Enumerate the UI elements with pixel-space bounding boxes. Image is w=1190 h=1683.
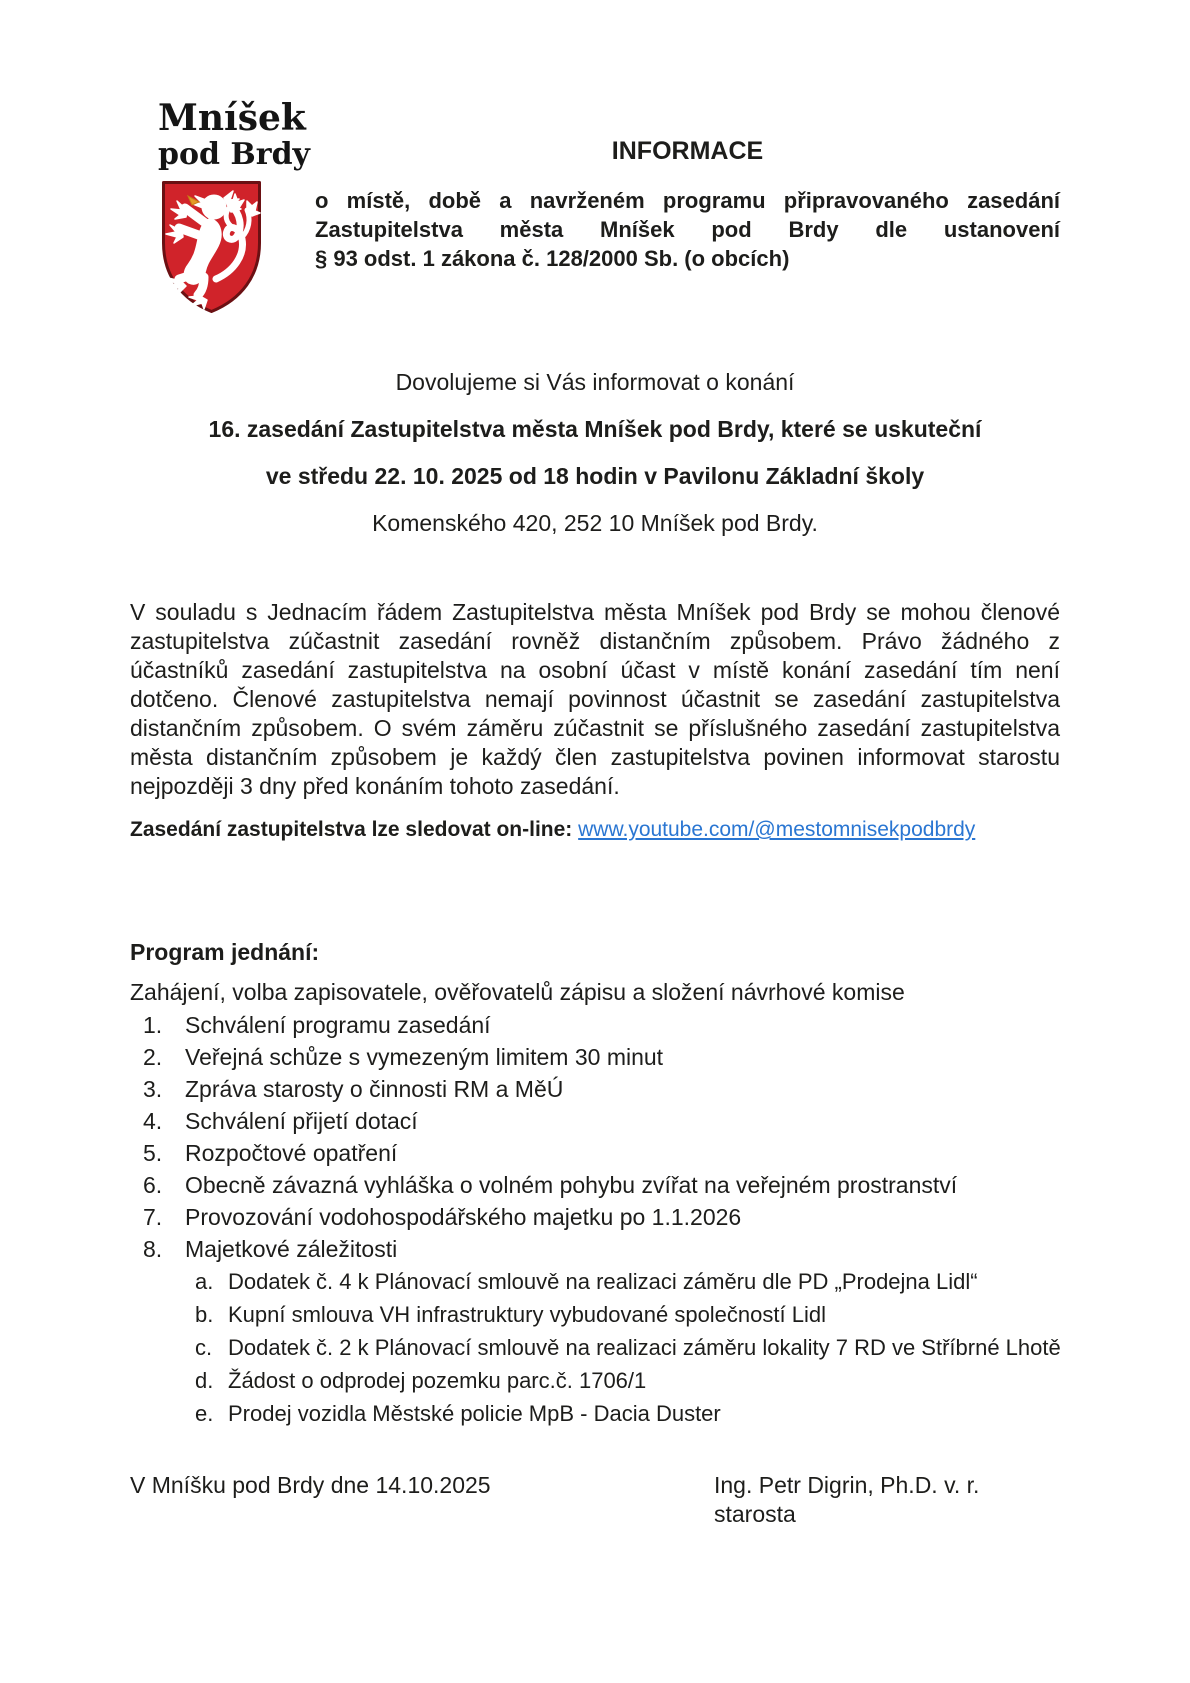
agenda-item <box>130 1041 1060 1073</box>
agenda-item-text: Provozování vodohospodářského majetku po 1.1.2026 <box>185 1204 742 1230</box>
signer-role: starosta <box>714 1501 796 1527</box>
doc-subtitle-line2: Zastupitelstva města Mníšek pod Brdy dle ustanovení <box>315 217 1060 242</box>
intro-line: Dovolujeme si Vás informovat o konání <box>395 369 795 395</box>
agenda-item-number: 6. <box>143 1172 163 1198</box>
session-address: Komenského 420, 252 10 Mníšek pod Brdy. <box>372 510 818 536</box>
session-datetime: ve středu 22. 10. 2025 od 18 hodin v Pavilonu Základní školy <box>265 463 925 489</box>
session-title: 16. zasedání Zastupitelstva města Mníšek pod Brdy, které se uskuteční <box>208 416 982 442</box>
agenda-item-number: 5. <box>143 1140 163 1166</box>
agenda-item-number: 1. <box>143 1012 163 1038</box>
remote-participation-paragraph: V souladu s Jednacím řádem Zastupitelstva města Mníšek pod Brdy se mohou členové zastupitelstva zúčastnit zasedání rovněž distančním způsobem. Právo žádného z účastníků zasedání zastupitelstva na osobní účast v místě konání zasedání tím není dotčeno. Členové zastupitelstva nemají povinnost účastnit se zasedání zastupitelstva distančním způsobem. O svém záměru zúčastnit se příslušného zasedání zastupitelstva města distančním způsobem je každý člen zastupitelstva povinen informovat starostu nejpozději 3 dny před konáním tohoto zasedání. <box>130 599 1060 799</box>
agenda-item-text: Majetkové záležitosti <box>185 1236 398 1262</box>
place-date: V Mníšku pod Brdy dne 14.10.2025 <box>130 1472 491 1498</box>
agenda-subitem-text: Dodatek č. 2 k Plánovací smlouvě na realizaci záměru lokality 7 RD ve Stříbrné Lhotě <box>228 1335 1061 1360</box>
doc-subtitle <box>315 186 1060 273</box>
online-streaming-link[interactable]: www.youtube.com/@mestomnisekpodbrdy <box>578 818 976 841</box>
footer <box>130 1471 1060 1527</box>
agenda-list <box>130 1009 1060 1430</box>
agenda-item-number: 2. <box>143 1044 163 1070</box>
agenda-item-number: 8. <box>143 1236 163 1262</box>
agenda-item-number: 4. <box>143 1108 163 1134</box>
agenda-subitem-letter: b. <box>195 1302 214 1327</box>
agenda-item <box>130 1169 1060 1201</box>
doc-title: INFORMACE <box>611 137 764 165</box>
agenda-item <box>130 1105 1060 1137</box>
agenda-heading: Program jednání: <box>130 939 320 965</box>
signature-block <box>714 1471 979 1528</box>
agenda-item <box>130 1233 1060 1265</box>
agenda-item-number: 7. <box>143 1204 163 1230</box>
logo-wordmark-line1: Mníšek <box>158 97 306 139</box>
agenda-item-text: Zpráva starosty o činnosti RM a MěÚ <box>185 1076 564 1102</box>
agenda-item-text: Veřejná schůze s vymezeným limitem 30 minut <box>185 1044 664 1070</box>
agenda-item-text: Obecně závazná vyhláška o volném pohybu zvířat na veřejném prostranství <box>185 1172 958 1198</box>
logo-wordmark-line2: pod Brdy <box>158 137 310 172</box>
agenda-subitem-letter: d. <box>195 1368 214 1393</box>
online-streaming-label: Zasedání zastupitelstva lze sledovat on-line: <box>130 818 573 841</box>
agenda-subitem-text: Kupní smlouva VH infrastruktury vybudované společností Lidl <box>228 1302 826 1327</box>
agenda-section <box>130 938 1060 1430</box>
municipal-logo <box>158 98 318 318</box>
agenda-subitem <box>130 1364 1060 1397</box>
online-streaming-line <box>130 815 1060 844</box>
agenda-subitem <box>130 1298 1060 1331</box>
agenda-item <box>130 1201 1060 1233</box>
agenda-item <box>130 1009 1060 1041</box>
document-header <box>315 0 1060 273</box>
agenda-subitem <box>130 1331 1060 1364</box>
signer-name: Ing. Petr Digrin, Ph.D. v. r. <box>714 1472 980 1498</box>
agenda-subitem-letter: e. <box>195 1401 214 1426</box>
agenda-subitem <box>130 1397 1060 1430</box>
agenda-sublist <box>130 1265 1060 1430</box>
doc-subtitle-line1: o místě, době a navrženém programu připravovaného zasedání <box>315 188 1060 213</box>
agenda-item <box>130 1137 1060 1169</box>
agenda-subitem-letter: a. <box>195 1269 214 1294</box>
announcement-block <box>130 367 1060 555</box>
agenda-subitem-text: Dodatek č. 4 k Plánovací smlouvě na realizaci záměru dle PD „Prodejna Lidl“ <box>228 1269 978 1294</box>
agenda-subitem <box>130 1265 1060 1298</box>
agenda-subitem-text: Prodej vozidla Městské policie MpB - Dacia Duster <box>228 1401 721 1426</box>
doc-subtitle-line3: § 93 odst. 1 zákona č. 128/2000 Sb. (o obcích) <box>315 246 790 271</box>
agenda-subitem-letter: c. <box>195 1335 213 1360</box>
agenda-item-text: Schválení přijetí dotací <box>185 1108 418 1134</box>
agenda-subitem-text: Žádost o odprodej pozemku parc.č. 1706/1 <box>228 1368 647 1393</box>
agenda-item-text: Rozpočtové opatření <box>185 1140 398 1166</box>
agenda-lead: Zahájení, volba zapisovatele, ověřovatelů zápisu a složení návrhové komise <box>130 979 905 1005</box>
agenda-item-text: Schválení programu zasedání <box>185 1012 491 1038</box>
agenda-item <box>130 1073 1060 1105</box>
agenda-item-number: 3. <box>143 1076 163 1102</box>
coat-of-arms-icon <box>158 177 265 318</box>
